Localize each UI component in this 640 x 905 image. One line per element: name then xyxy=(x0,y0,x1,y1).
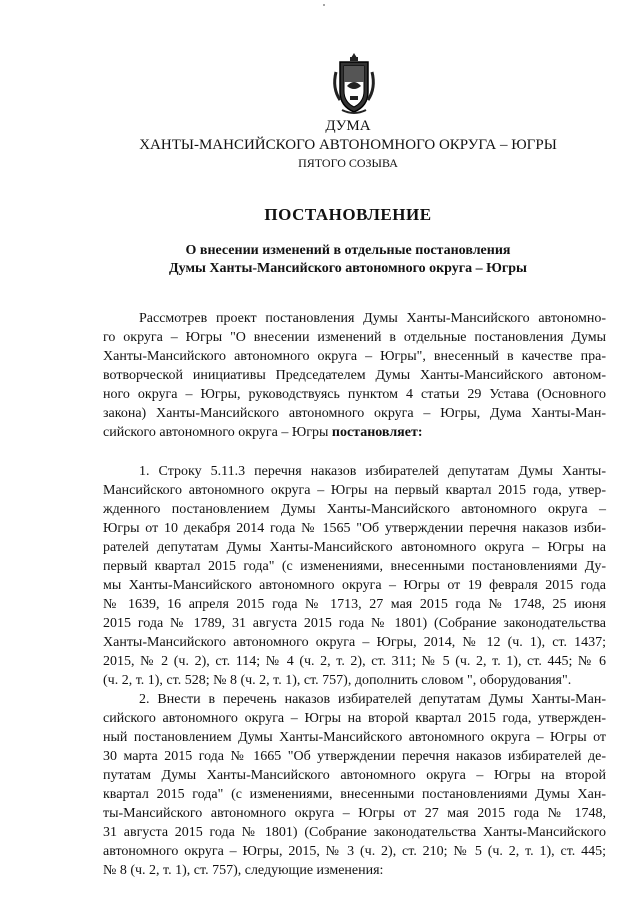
item2-line: автономного округа – Югры, 2015, № 3 (ч. 2), ст. 210; № 5 (ч. 2, т. 1), ст. 445; xyxy=(103,844,606,859)
item2-line: 2. Внести в перечень наказов избирателей депутатам Думы Ханты-Ман- xyxy=(139,692,606,707)
item1-line: 2015, № 2 (ч. 2), ст. 114; № 4 (ч. 2, т. 2), ст. 311; № 5 (ч. 2, т. 1), ст. 445; № 6 xyxy=(103,654,606,669)
item2-line: 30 марта 2015 года № 1665 "Об утверждении перечня наказов избирателей де- xyxy=(103,749,606,764)
preamble-line: ного округа – Югры, руководствуясь пунктом 4 статьи 29 Устава (Основного xyxy=(103,387,606,402)
scan-speck xyxy=(323,4,325,6)
org-name-region: ХАНТЫ-МАНСИЙСКОГО АВТОНОМНОГО ОКРУГА – ЮГРЫ xyxy=(139,137,557,153)
item1-line: первый квартал 2015 года" (с изменениями, внесенными постановлениями Ду- xyxy=(103,559,606,574)
item1-line: жденного постановлением Думы Ханты-Мансийского автономного округа – xyxy=(103,502,606,517)
preamble-last-line xyxy=(103,424,606,442)
item1-line: 1. Строку 5.11.3 перечня наказов избирателей депутатам Думы Ханты- xyxy=(139,464,606,479)
item2-line: 31 августа 2015 года № 1801) (Собрание законодательства Ханты-Мансийского xyxy=(103,825,606,840)
item2-line: № 8 (ч. 2, т. 1), ст. 757), следующие изменения: xyxy=(103,863,384,878)
preamble-line: Ханты-Мансийского автономного округа – Югры", внесенный в качестве пра- xyxy=(103,349,606,364)
preamble-line: сийского автономного округа – Югры xyxy=(103,425,332,440)
item1-line: Ханты-Мансийского автономного округа – Югры, 2014, № 12 (ч. 1), ст. 1437; xyxy=(103,635,606,650)
preamble-line: вотворческой инициативы Председателем Думы Ханты-Мансийского автоном- xyxy=(103,368,606,383)
document-subject-line: Думы Ханты-Мансийского автономного округа – Югры xyxy=(169,261,527,276)
item1-line: рателей депутатам Думы Ханты-Мансийского автономного округа – Югры на xyxy=(103,540,606,555)
convocation: ПЯТОГО СОЗЫВА xyxy=(298,156,398,170)
org-name-duma: ДУМА xyxy=(325,118,371,134)
item1-line: (ч. 2, т. 1), ст. 528; № 8 (ч. 2, т. 1), ст. 757), дополнить словом ", оборудования". xyxy=(103,673,572,688)
item2-line: сийского автономного округа – Югры на второй квартал 2015 года, утвержден- xyxy=(103,711,606,726)
item1-line: Мансийского автономного округа – Югры на первый квартал 2015 года, утвер- xyxy=(103,483,606,498)
item1-line: мы Ханты-Мансийского автономного округа – Югры от 19 февраля 2015 года xyxy=(103,578,606,593)
item2-line: ный постановлением Думы Ханты-Мансийского автономного округа – Югры от xyxy=(103,730,606,745)
preamble-line: закона) Ханты-Мансийского автономного округа – Югры, Дума Ханты-Ман- xyxy=(103,406,606,421)
item2-line: путатам Думы Ханты-Мансийского автономного округа – Югры на второй xyxy=(103,768,606,783)
item2-line: квартал 2015 года" (с изменениями, внесенными постановлениями Думы Хан- xyxy=(103,787,606,802)
preamble-line: го округа – Югры "О внесении изменений в отдельные постановления Думы xyxy=(103,330,606,345)
document-type: ПОСТАНОВЛЕНИЕ xyxy=(264,205,432,224)
item1-line: Югры от 10 декабря 2014 года № 1565 "Об утверждении перечня наказов изби- xyxy=(103,521,606,536)
document-subject-line: О внесении изменений в отдельные постановления xyxy=(185,243,511,258)
decision-word: постановляет: xyxy=(331,425,423,440)
coat-of-arms-emblem xyxy=(330,52,378,116)
item2-line: ты-Мансийского автономного округа – Югры от 27 мая 2015 года № 1748, xyxy=(103,806,606,821)
item1-line: № 1639, 16 апреля 2015 года № 1713, 27 мая 2015 года № 1748, 25 июня xyxy=(103,597,606,612)
preamble-line: Рассмотрев проект постановления Думы Ханты-Мансийского автономно- xyxy=(139,311,606,326)
item1-line: 2015 года № 1789, 31 августа 2015 года № 1801) (Собрание законодательства xyxy=(103,616,606,631)
